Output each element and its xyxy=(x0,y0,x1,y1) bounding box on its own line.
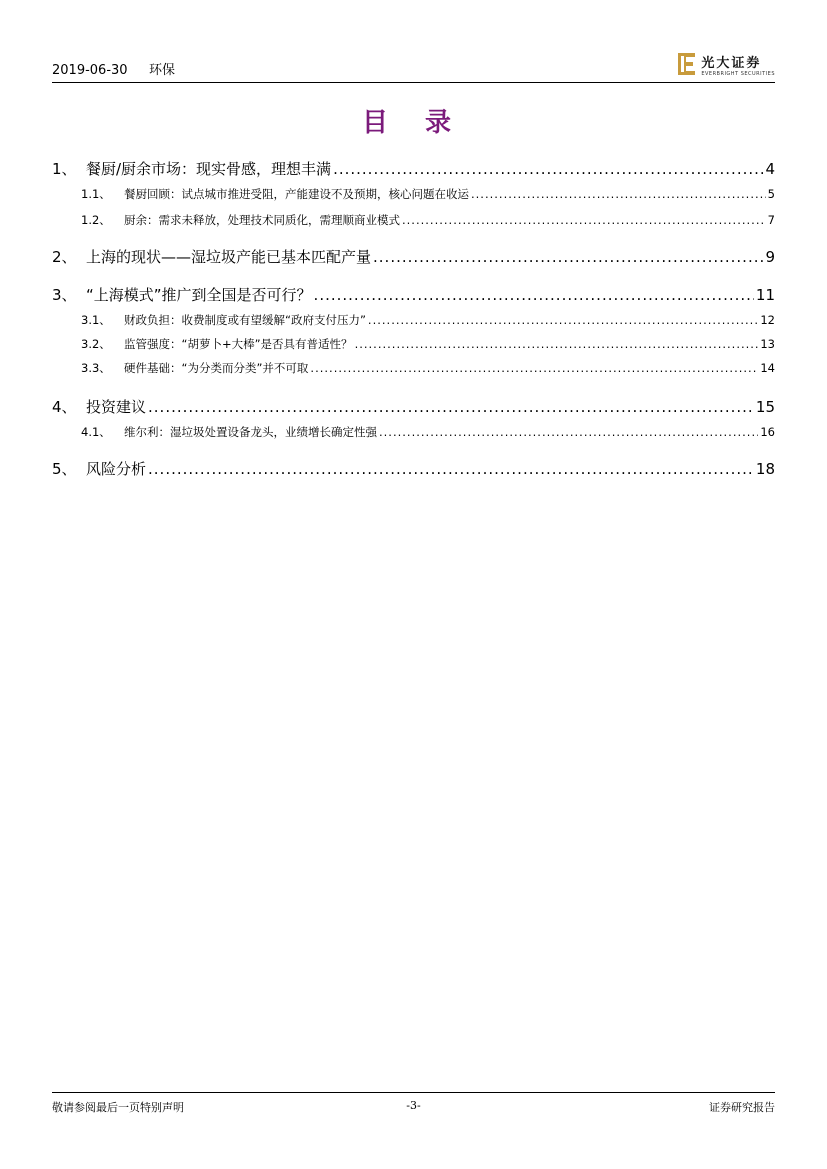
toc-entry-page: 9 xyxy=(765,248,775,266)
toc-entry-page: 12 xyxy=(760,313,775,327)
page-header xyxy=(52,50,775,83)
toc-entry-title: 上海的现状——湿垃圾产能已基本匹配产量 xyxy=(86,248,372,266)
toc-entry-title: 风险分析 xyxy=(86,460,147,478)
toc-entry-title: 硬件基础：“为分类而分类”并不可取 xyxy=(124,361,309,375)
toc-entry-title: 投资建议 xyxy=(86,398,147,416)
toc-entry[interactable] xyxy=(52,212,775,228)
toc-dot-leader xyxy=(373,248,763,266)
toc-entry[interactable] xyxy=(52,336,775,352)
toc-dot-leader xyxy=(333,160,763,178)
toc-entry-number: 1.2、 xyxy=(81,213,111,227)
toc-entry-number: 1.1、 xyxy=(81,187,111,201)
toc-entry-number: 3.2、 xyxy=(81,337,111,351)
disclaimer-note: 敬请参阅最后一页特别声明 xyxy=(52,1101,184,1114)
toc-dot-leader xyxy=(379,425,758,439)
toc-entry-page: 15 xyxy=(755,398,775,416)
toc-entry-page: 18 xyxy=(755,460,775,478)
toc-dot-leader xyxy=(148,398,754,416)
toc-entry-number: 3.3、 xyxy=(81,361,111,375)
toc-entry-number: 3、 xyxy=(52,286,77,304)
toc-dot-leader xyxy=(471,187,766,201)
report-type: 证券研究报告 xyxy=(709,1101,775,1114)
toc-entry-title: “上海模式”推广到全国是否可行？ xyxy=(86,286,312,304)
toc-entry[interactable] xyxy=(52,312,775,328)
toc-entry-title: 财政负担：收费制度或有望缓解“政府支付压力” xyxy=(124,313,366,327)
report-date: 2019-06-30 xyxy=(52,63,128,78)
report-sector: 环保 xyxy=(149,63,176,78)
toc-entry-page: 14 xyxy=(760,361,775,375)
toc-dot-leader xyxy=(368,313,758,327)
page-footer xyxy=(52,1092,775,1123)
toc-entry-page: 7 xyxy=(767,213,775,227)
toc-entry-number: 2、 xyxy=(52,248,77,266)
toc-dot-leader xyxy=(148,460,754,478)
toc-entry-page: 5 xyxy=(767,187,775,201)
toc-entry-number: 4.1、 xyxy=(81,425,111,439)
toc-entry[interactable] xyxy=(52,186,775,202)
toc-entry[interactable] xyxy=(52,158,775,179)
toc-entry[interactable] xyxy=(52,424,775,440)
company-logo xyxy=(677,50,775,78)
toc-dot-leader xyxy=(310,361,758,375)
toc-entry[interactable] xyxy=(52,246,775,267)
toc-entry-title: 餐厨回顾：试点城市推进受阻，产能建设不及预期，核心问题在收运 xyxy=(124,187,469,201)
toc-entry[interactable] xyxy=(52,360,775,376)
toc-entry-title: 餐厨/厨余市场：现实骨感，理想丰满 xyxy=(86,160,332,178)
toc-entry-number: 1、 xyxy=(52,160,77,178)
toc-entry-page: 16 xyxy=(760,425,775,439)
toc-title: 目 录 xyxy=(361,108,466,138)
logo-chinese-name: 光大证券 xyxy=(701,55,762,71)
toc-entry[interactable] xyxy=(52,396,775,417)
toc-entry[interactable] xyxy=(52,458,775,479)
logo-english-name: EVERBRIGHT SECURITIES xyxy=(701,70,775,77)
toc-entry-title: 监管强度：“胡萝卜+大棒”是否具有普适性？ xyxy=(124,337,353,351)
toc-dot-leader xyxy=(355,337,759,351)
toc-dot-leader xyxy=(314,286,754,304)
toc-entry-title: 厨余：需求未释放，处理技术同质化，需理顺商业模式 xyxy=(124,213,400,227)
toc-entry-page: 4 xyxy=(765,160,775,178)
toc-entry-page: 13 xyxy=(760,337,775,351)
toc-entry-number: 4、 xyxy=(52,398,77,416)
toc-entry[interactable] xyxy=(52,284,775,305)
everbright-logo-icon xyxy=(677,52,697,76)
toc-entry-page: 11 xyxy=(755,286,775,304)
toc-entry-title: 维尔利：湿垃圾处置设备龙头，业绩增长确定性强 xyxy=(124,425,377,439)
page-number: -3- xyxy=(406,1099,421,1112)
toc-entry-number: 3.1、 xyxy=(81,313,111,327)
toc-entry-number: 5、 xyxy=(52,460,77,478)
toc-dot-leader xyxy=(402,213,766,227)
